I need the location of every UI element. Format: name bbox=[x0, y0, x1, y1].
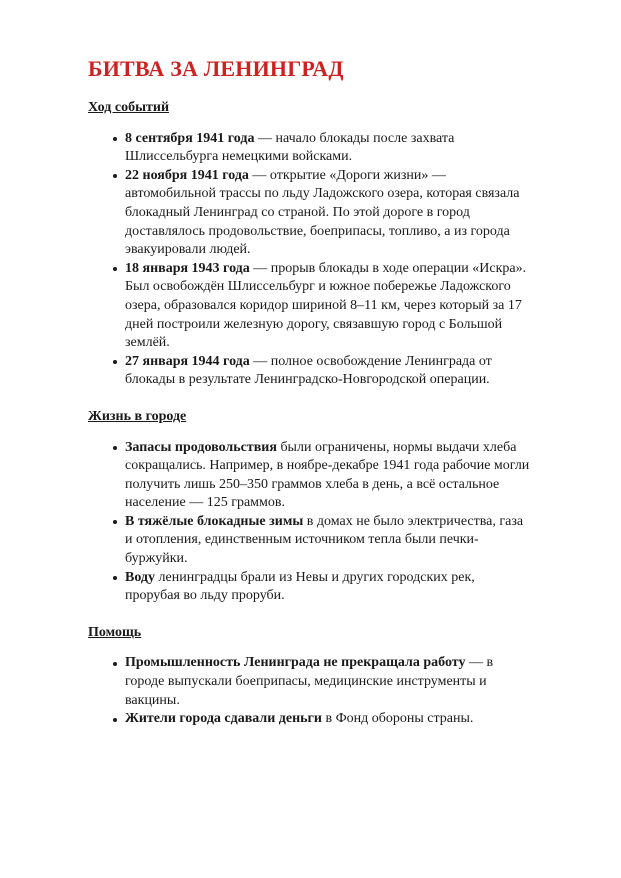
document-title: БИТВА ЗА ЛЕНИНГРАД bbox=[88, 56, 344, 81]
list-item bbox=[88, 513, 533, 569]
list-item bbox=[88, 130, 533, 167]
bullet-list bbox=[88, 654, 533, 728]
list-item-text: были ограничены, нормы выдачи хлеба сокращались. Например, в ноябре-декабре 1941 года рабочие могли получить лишь 250–350 граммов хлеба в день, а всё остальное население — 125 граммов. bbox=[125, 439, 530, 511]
list-item-text: ленинградцы брали из Невы и других городских рек, прорубая во льду проруби. bbox=[125, 569, 475, 604]
list-item-text: — прорыв блокады в ходе операции «Искра». Был освобождён Шлиссельбург и южное побережье Ладожского озера, образовался коридор шириной 8–11 км, через который за 17 дней построили железную дорогу, связавшую город с Большой землёй. bbox=[125, 260, 527, 351]
section-heading: Помощь bbox=[88, 624, 142, 640]
list-item-lead: Воду bbox=[125, 569, 156, 585]
list-item-lead: Запасы продовольствия bbox=[125, 439, 277, 455]
list-item-lead: 18 января 1943 года bbox=[125, 260, 250, 276]
list-item-text: в домах не было электричества, газа и отопления, единственным источником тепла были печки-буржуйки. bbox=[125, 513, 524, 567]
bullet-list bbox=[88, 439, 533, 606]
list-item-lead: Промышленность Ленинграда не прекращала работу bbox=[125, 655, 466, 671]
list-item-text: — начало блокады после захвата Шлиссельбурга немецкими войсками. bbox=[125, 130, 455, 165]
list-item bbox=[88, 260, 533, 353]
list-item bbox=[88, 710, 533, 729]
list-item bbox=[88, 353, 533, 390]
list-item-lead: 27 января 1944 года bbox=[125, 353, 250, 369]
list-item-text: в Фонд обороны страны. bbox=[321, 711, 474, 727]
list-item-lead: Жители города сдавали деньги bbox=[125, 711, 322, 727]
list-item-text: — в городе выпускали боеприпасы, медицинские инструменты и вакцины. bbox=[125, 655, 494, 708]
list-item bbox=[88, 167, 533, 260]
list-item-lead: В тяжёлые блокадные зимы bbox=[125, 513, 304, 529]
bullet-list bbox=[88, 130, 533, 390]
list-item bbox=[88, 439, 533, 513]
list-item-lead: 8 сентября 1941 года bbox=[125, 130, 255, 146]
section-heading: Жизнь в городе bbox=[88, 408, 187, 424]
list-item-lead: 22 ноября 1941 года bbox=[125, 167, 249, 183]
section-heading: Ход событий bbox=[88, 100, 170, 115]
list-item bbox=[88, 654, 533, 710]
list-item-text: — открытие «Дороги жизни» — автомобильной трассы по льду Ладожского озера, которая связала блокадный Ленинград со страной. По этой дороге в город доставлялось продовольствие, боеприпасы, топливо, а из города эвакуировали людей. bbox=[125, 167, 520, 258]
list-item-text: — полное освобождение Ленинграда от блокады в результате Ленинградско-Новгородской операции. bbox=[125, 353, 492, 388]
document-sections bbox=[88, 99, 533, 729]
list-item bbox=[88, 569, 533, 606]
